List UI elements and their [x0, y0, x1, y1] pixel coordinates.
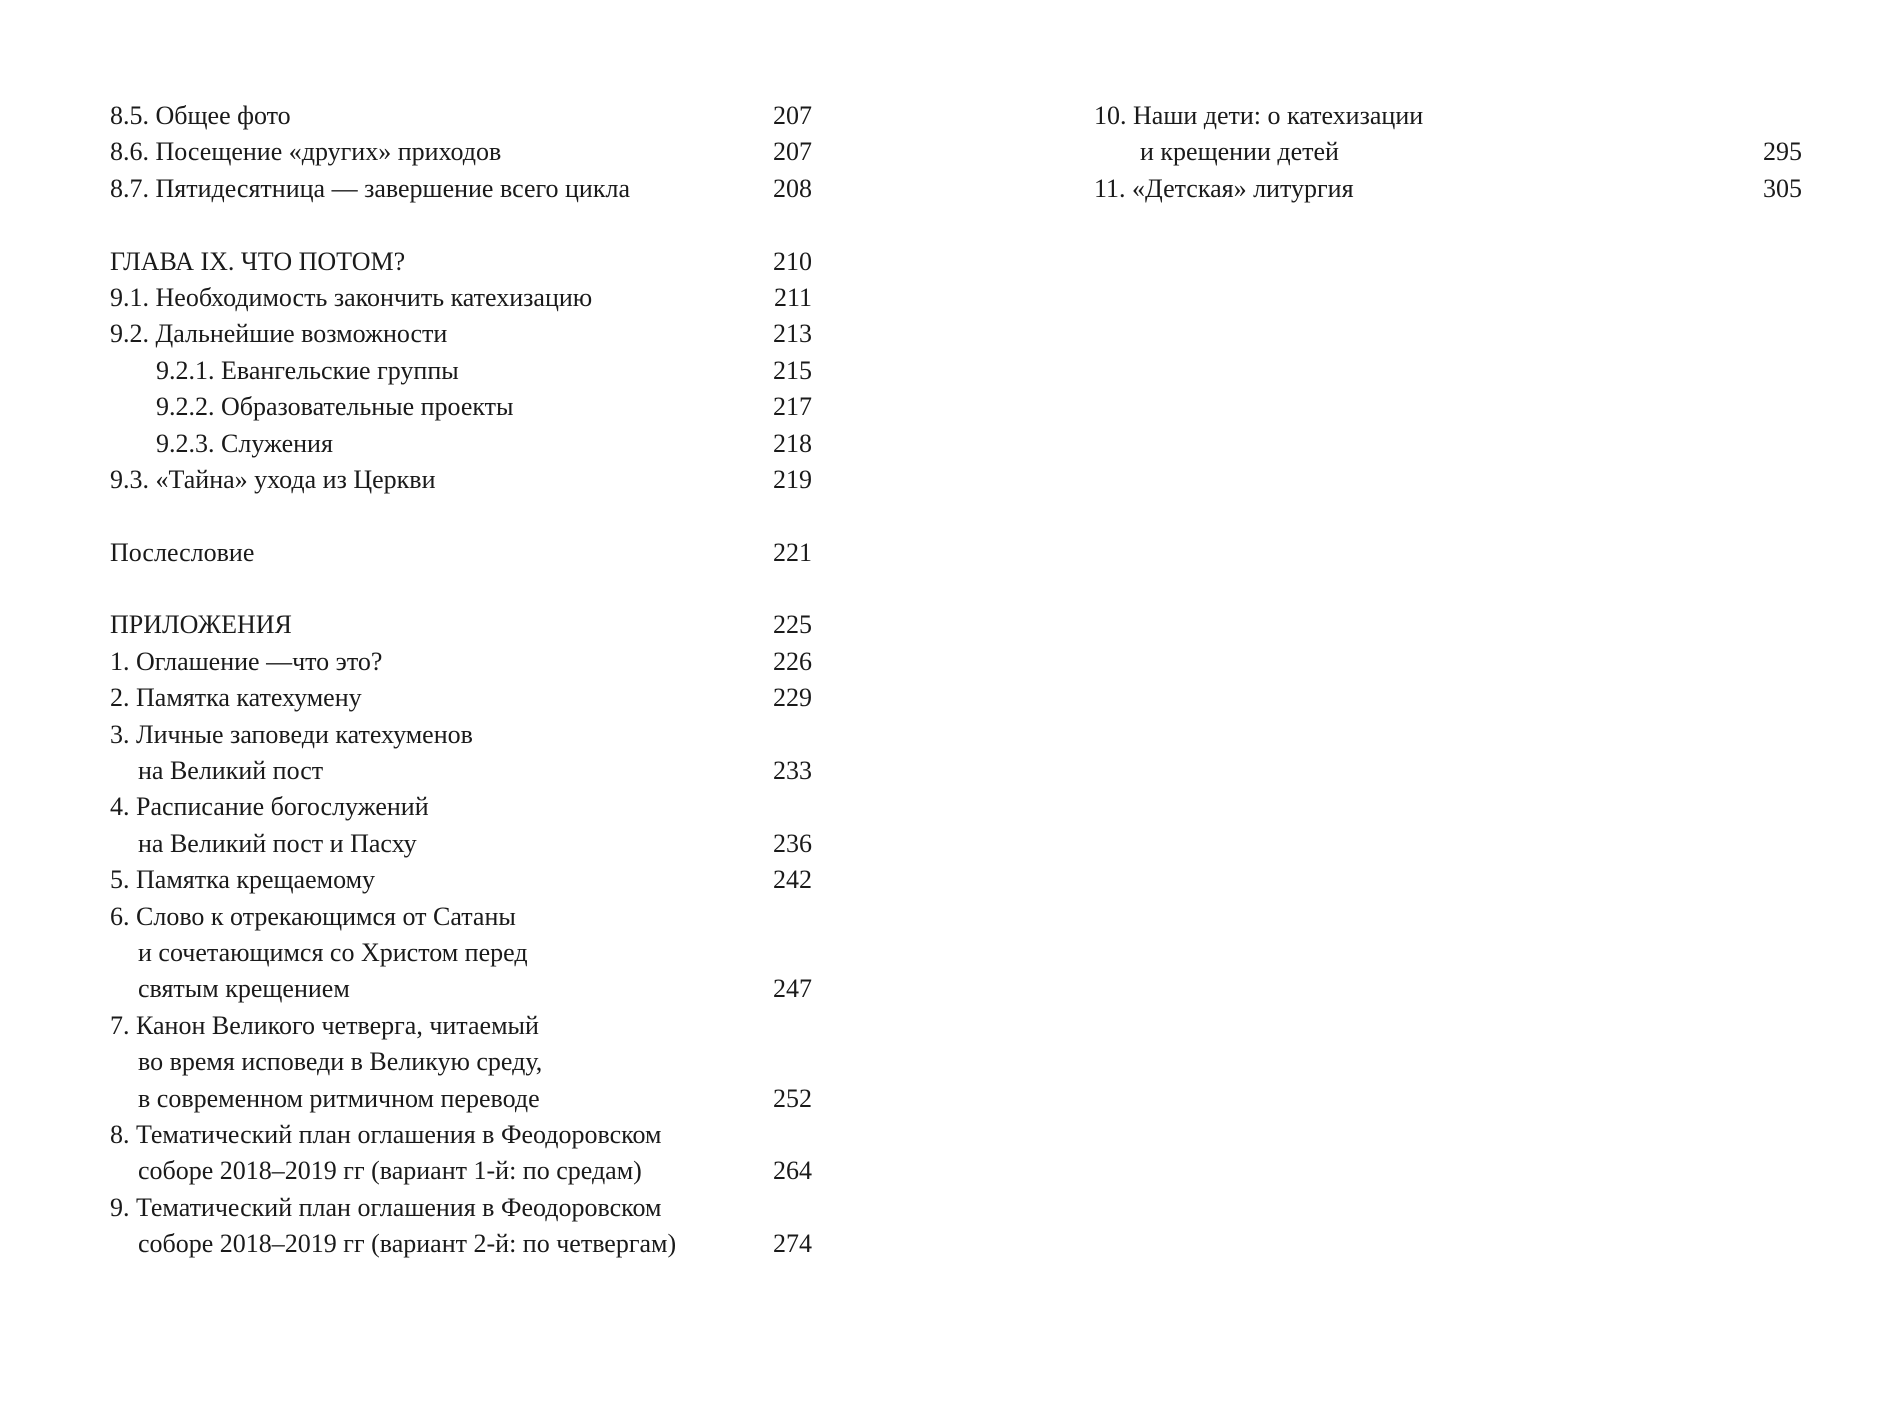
toc-page-number: 211: [773, 282, 812, 312]
toc-page-number: 242: [773, 865, 812, 895]
toc-entry: [110, 862, 812, 898]
toc-entry-title-continuation: и крещении детей: [1140, 137, 1339, 167]
toc-page-number: 305: [1763, 173, 1802, 203]
toc-entry: [110, 98, 812, 134]
toc-page-number: 274: [773, 1229, 812, 1259]
toc-page-number: 264: [773, 1156, 812, 1186]
toc-entry: [110, 899, 812, 1008]
toc-page-number: 233: [773, 756, 812, 786]
toc-entry: [110, 789, 812, 862]
toc-subentry: [110, 426, 812, 462]
toc-entry-title: ГЛАВА IX. ЧТО ПОТОМ?: [110, 246, 406, 276]
toc-entry-title-continuation: соборе 2018–2019 гг (вариант 1-й: по средам): [138, 1156, 642, 1186]
toc-page-number: 247: [773, 974, 812, 1004]
toc-entry-title: 8.6. Посещение «других» приходов: [110, 137, 502, 167]
toc-entry: [110, 462, 812, 498]
toc-entry: [1094, 98, 1802, 171]
toc-page-number: 217: [773, 392, 812, 422]
toc-entry-title: 8. Тематический план оглашения в Феодоровском: [110, 1119, 662, 1149]
toc-entry-title: ПРИЛОЖЕНИЯ: [110, 610, 292, 640]
toc-left-column: [110, 98, 812, 1263]
toc-chapter-heading: [110, 244, 812, 280]
toc-page-number: 229: [773, 683, 812, 713]
toc-entry-title: 9.3. «Тайна» ухода из Церкви: [110, 464, 436, 494]
toc-afterword: [110, 535, 812, 571]
toc-entry-title: 9.2. Дальнейшие возможности: [110, 319, 448, 349]
toc-page-number: 225: [773, 610, 812, 640]
toc-page-number: 219: [773, 464, 812, 494]
toc-entry: [110, 171, 812, 207]
toc-entry-title: 3. Личные заповеди катехуменов: [110, 719, 473, 749]
toc-entry: [110, 644, 812, 680]
toc-page-number: 210: [773, 246, 812, 276]
toc-subentry: [110, 389, 812, 425]
toc-entry-title-continuation: святым крещением: [138, 974, 350, 1004]
toc-entry: [110, 1190, 812, 1263]
toc-entry-title: 9.1. Необходимость закончить катехизацию: [110, 282, 593, 312]
toc-page-number: 236: [773, 828, 812, 858]
toc-entry-title: 2. Памятка катехумену: [110, 683, 362, 713]
toc-entry: [110, 1117, 812, 1190]
toc-page-number: 218: [773, 428, 812, 458]
toc-entry: [110, 316, 812, 352]
toc-page-number: 215: [773, 355, 812, 385]
spacer: [110, 498, 812, 534]
toc-entry-title: 9.2.3. Служения: [156, 428, 333, 458]
toc-entry-title: 11. «Детская» литургия: [1094, 173, 1354, 203]
toc-entry-title: Послесловие: [110, 537, 255, 567]
toc-entry-title: 8.5. Общее фото: [110, 101, 291, 130]
spacer: [110, 571, 812, 607]
toc-page-number: 213: [773, 319, 812, 349]
toc-entry-title-continuation: соборе 2018–2019 гг (вариант 2-й: по четвергам): [138, 1229, 677, 1259]
toc-entry: [110, 134, 812, 170]
toc-page-number: 221: [773, 537, 812, 567]
toc-entry-title-continuation: во время исповеди в Великую среду,: [138, 1047, 543, 1077]
toc-right-column: [1094, 98, 1802, 207]
toc-subentry: [110, 353, 812, 389]
toc-page-number: 208: [773, 173, 812, 203]
toc-entry-title: 4. Расписание богослужений: [110, 792, 429, 822]
toc-entry-title-continuation: в современном ритмичном переводе: [138, 1083, 540, 1113]
toc-entry: [110, 280, 812, 316]
toc-page-number: 207: [773, 137, 812, 167]
toc-entry: [110, 717, 812, 790]
toc-entry-title-continuation: на Великий пост: [138, 756, 324, 786]
toc-entry: [110, 680, 812, 716]
toc-entry: [110, 1008, 812, 1117]
toc-appendices-heading: [110, 607, 812, 643]
toc-entry-title: 1. Оглашение —что это?: [110, 646, 383, 676]
toc-entry-title: 9. Тематический план оглашения в Феодоровском: [110, 1192, 662, 1222]
toc-entry-title: 6. Слово к отрекающимся от Сатаны: [110, 901, 516, 931]
toc-entry-title-continuation: на Великий пост и Пасху: [138, 828, 417, 858]
toc-page-number: 226: [773, 646, 812, 676]
toc-entry-title: 7. Канон Великого четверга, читаемый: [110, 1010, 539, 1040]
toc-page-number: 295: [1763, 137, 1802, 167]
toc-entry-title: 9.2.2. Образовательные проекты: [156, 392, 514, 422]
toc-entry-title-continuation: и сочетающимся со Христом перед: [138, 937, 528, 967]
toc-page-number: 252: [773, 1083, 812, 1113]
toc-entry-title: 8.7. Пятидесятница — завершение всего цикла: [110, 173, 630, 203]
toc-page-number: 207: [773, 100, 812, 130]
toc-entry-title: 5. Памятка крещаемому: [110, 865, 376, 895]
toc-entry-title: 9.2.1. Евангельские группы: [156, 355, 459, 385]
toc-entry-title: 10. Наши дети: о катехизации: [1094, 101, 1424, 130]
spacer: [110, 207, 812, 243]
toc-entry: [1094, 171, 1802, 207]
